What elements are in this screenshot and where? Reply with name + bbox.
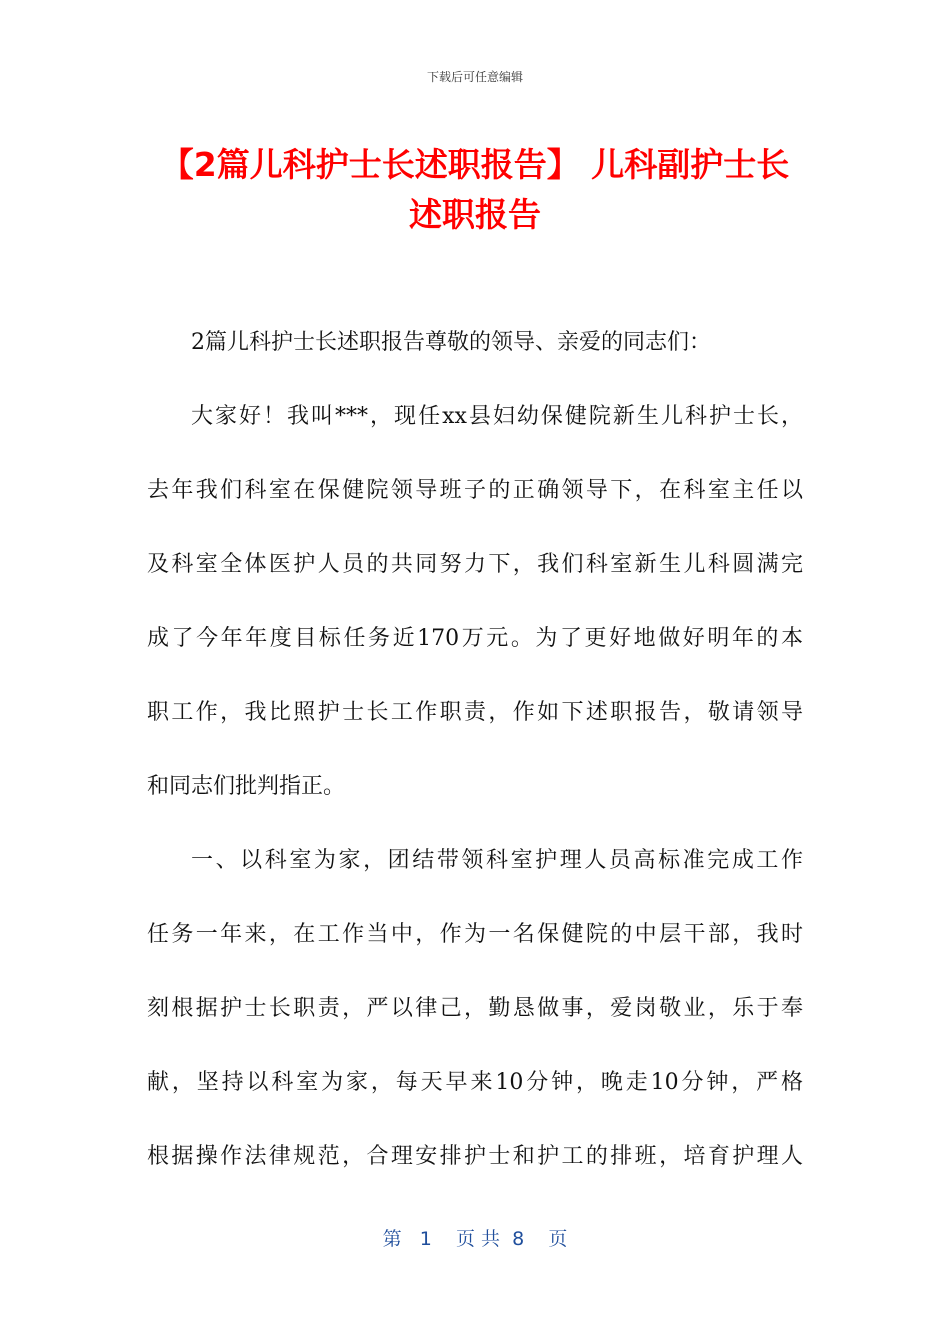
header-note: 下载后可任意编辑: [426, 70, 523, 84]
body-line: 去年我们科室在保健院领导班子的正确领导下，在科室主任以: [147, 478, 803, 503]
document-title: [120, 140, 830, 240]
title-line-2: 述职报告: [409, 195, 541, 234]
title-line-1: 【2篇儿科护士长述职报告】 儿科副护士长: [160, 145, 790, 184]
body-line: 献，坚持以科室为家，每天早来10分钟，晚走10分钟，严格: [147, 1070, 803, 1095]
body-line: 大家好！我叫***，现任xx县妇幼保健院新生儿科护士长，: [191, 404, 803, 429]
body-line: 刻根据护士长职责，严以律己，勤恳做事，爱岗敬业，乐于奉: [147, 996, 803, 1021]
body-line: 一、以科室为家，团结带领科室护理人员高标准完成工作: [191, 848, 803, 873]
body-line: 根据操作法律规范，合理安排护士和护工的排班，培育护理人: [147, 1144, 803, 1169]
page-footer: 第 1 页 共 8 页: [382, 1228, 568, 1250]
body-line: 和同志们批判指正。: [147, 774, 346, 799]
body-line: 任务一年来，在工作当中，作为一名保健院的中层干部，我时: [147, 922, 803, 947]
body-line: 2篇儿科护士长述职报告尊敬的领导、亲爱的同志们：: [191, 330, 711, 355]
body-text: [147, 318, 803, 1206]
body-line: 成了今年年度目标任务近170万元。为了更好地做好明年的本: [147, 626, 803, 651]
body-line: 职工作，我比照护士长工作职责，作如下述职报告，敬请领导: [147, 700, 803, 725]
body-line: 及科室全体医护人员的共同努力下，我们科室新生儿科圆满完: [147, 552, 803, 577]
